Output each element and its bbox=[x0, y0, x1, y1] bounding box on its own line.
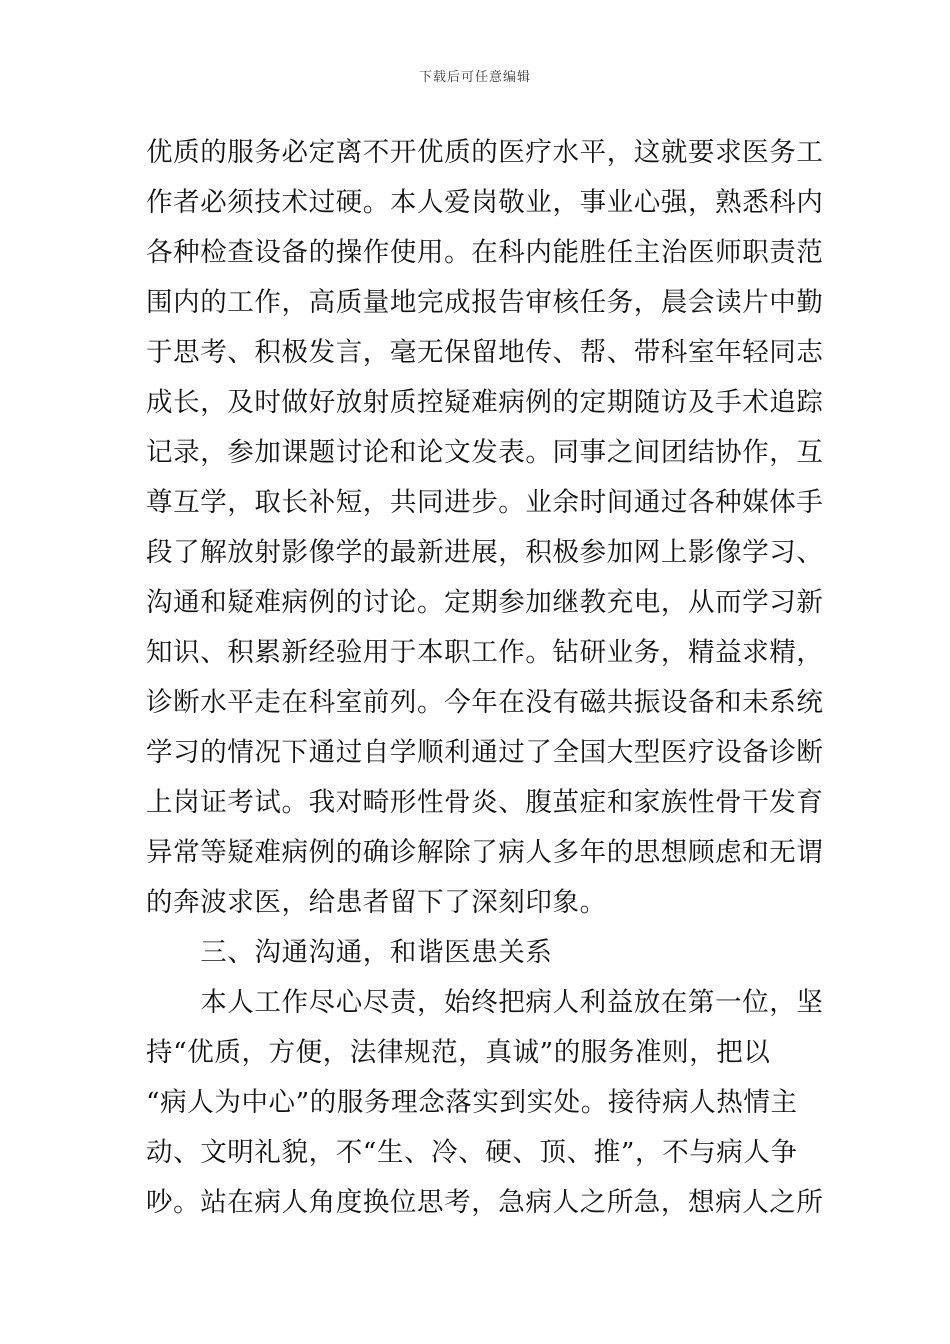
body-line: 的奔波求医，给患者留下了深刻印象。 bbox=[146, 887, 607, 918]
body-line: 本人工作尽心尽责，始终把病人利益放在第一位，坚 bbox=[146, 987, 824, 1018]
body-line: 吵。站在病人角度换位思考，急病人之所急，想病人之所 bbox=[146, 1187, 824, 1218]
body-line: 成长，及时做好放射质控疑难病例的定期随访及手术追踪 bbox=[146, 387, 824, 418]
body-line: 沟通和疑难病例的讨论。定期参加继教充电，从而学习新 bbox=[146, 587, 824, 618]
body-line: 持“优质，方便，法律规范，真诚”的服务准则，把以 bbox=[146, 1037, 771, 1068]
body-line: 学习的情况下通过自学顺利通过了全国大型医疗设备诊断 bbox=[146, 737, 824, 768]
body-line: 各种检查设备的操作使用。在科内能胜任主治医师职责范 bbox=[146, 237, 824, 268]
body-line: 动、文明礼貌，不“生、冷、硬、顶、推”，不与病人争 bbox=[146, 1137, 798, 1168]
body-line: 记录，参加课题讨论和论文发表。同事之间团结协作，互 bbox=[146, 437, 824, 468]
body-line: 异常等疑难病例的确诊解除了病人多年的思想顾虑和无谓 bbox=[146, 837, 824, 868]
body-line: 于思考、积极发言，毫无保留地传、帮、带科室年轻同志 bbox=[146, 337, 824, 368]
document-body bbox=[146, 128, 824, 1228]
body-line: 段了解放射影像学的最新进展，积极参加网上影像学习、 bbox=[146, 537, 824, 568]
body-line: “病人为中心”的服务理念落实到实处。接待病人热情主 bbox=[146, 1087, 798, 1118]
body-line: 上岗证考试。我对畸形性骨炎、腹茧症和家族性骨干发育 bbox=[146, 787, 824, 818]
body-line: 优质的服务必定离不开优质的医疗水平，这就要求医务工 bbox=[146, 137, 824, 168]
page-header: 下载后可任意编辑 bbox=[418, 70, 531, 85]
body-line: 作者必须技术过硬。本人爱岗敬业，事业心强，熟悉科内 bbox=[146, 187, 824, 218]
body-line: 知识、积累新经验用于本职工作。钻研业务，精益求精， bbox=[146, 637, 824, 668]
body-line: 围内的工作，高质量地完成报告审核任务，晨会读片中勤 bbox=[146, 287, 824, 318]
body-line: 诊断水平走在科室前列。今年在没有磁共振设备和未系统 bbox=[146, 687, 824, 718]
body-line: 尊互学，取长补短，共同进步。业余时间通过各种媒体手 bbox=[146, 487, 824, 518]
section-heading: 三、沟通沟通，和谐医患关系 bbox=[146, 937, 553, 968]
